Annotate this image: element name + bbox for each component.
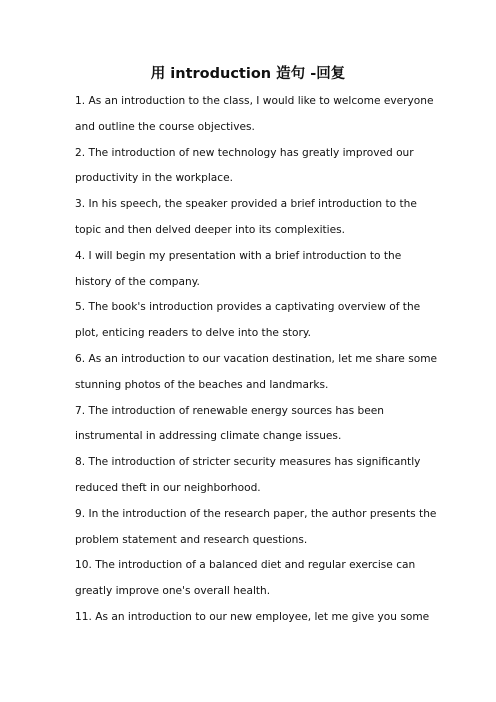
sentence-11 — [75, 605, 430, 631]
sentence-2 — [75, 141, 425, 193]
sentence-line: 3. In his speech, the speaker provided a brief introduction to the — [75, 198, 417, 211]
sentence-6 — [75, 347, 438, 399]
sentence-line: 10. The introduction of a balanced diet and regular exercise can — [75, 559, 416, 572]
sentence-line: 1. As an introduction to the class, I would like to welcome everyone — [75, 95, 434, 107]
sentence-5 — [75, 295, 425, 347]
sentence-line: instrumental in addressing climate change issues. — [75, 430, 342, 443]
sentence-line: 9. In the introduction of the research paper, the author presents the — [75, 507, 437, 520]
sentence-line: 8. The introduction of stricter security measures has significantly — [75, 456, 421, 469]
sentence-line: stunning photos of the beaches and landmarks. — [75, 378, 329, 391]
sentence-line: 6. As an introduction to our vacation destination, let me share some — [75, 352, 438, 365]
sentence-line: plot, enticing readers to delve into the story. — [75, 327, 311, 340]
sentence-line: 2. The introduction of new technology has greatly improved our — [75, 146, 414, 159]
sentence-line: reduced theft in our neighborhood. — [75, 481, 261, 494]
sentence-line: productivity in the workplace. — [75, 172, 233, 185]
sentence-line: 7. The introduction of renewable energy sources has been — [75, 404, 384, 417]
sentence-4 — [75, 244, 425, 296]
sentence-3 — [75, 192, 425, 244]
sentence-7 — [75, 399, 425, 451]
sentence-line: and outline the course objectives. — [75, 120, 255, 133]
sentence-10 — [75, 553, 425, 605]
sentence-line: problem statement and research questions. — [75, 533, 308, 546]
sentence-9 — [75, 502, 437, 554]
sentence-line: 11. As an introduction to our new employee, let me give you some — [75, 610, 430, 623]
sentence-line: history of the company. — [75, 275, 200, 288]
sentence-1 — [75, 89, 434, 141]
sentence-line: 5. The book's introduction provides a captivating overview of the — [75, 301, 421, 314]
sentence-list — [75, 89, 438, 631]
sentence-line: greatly improve one's overall health. — [75, 585, 271, 598]
sentence-8 — [75, 450, 425, 502]
sentence-line: 4. I will begin my presentation with a brief introduction to the — [75, 249, 402, 262]
sentence-line: topic and then delved deeper into its complexities. — [75, 223, 346, 236]
document-title: 用 introduction 造句 -回复 — [150, 66, 346, 82]
